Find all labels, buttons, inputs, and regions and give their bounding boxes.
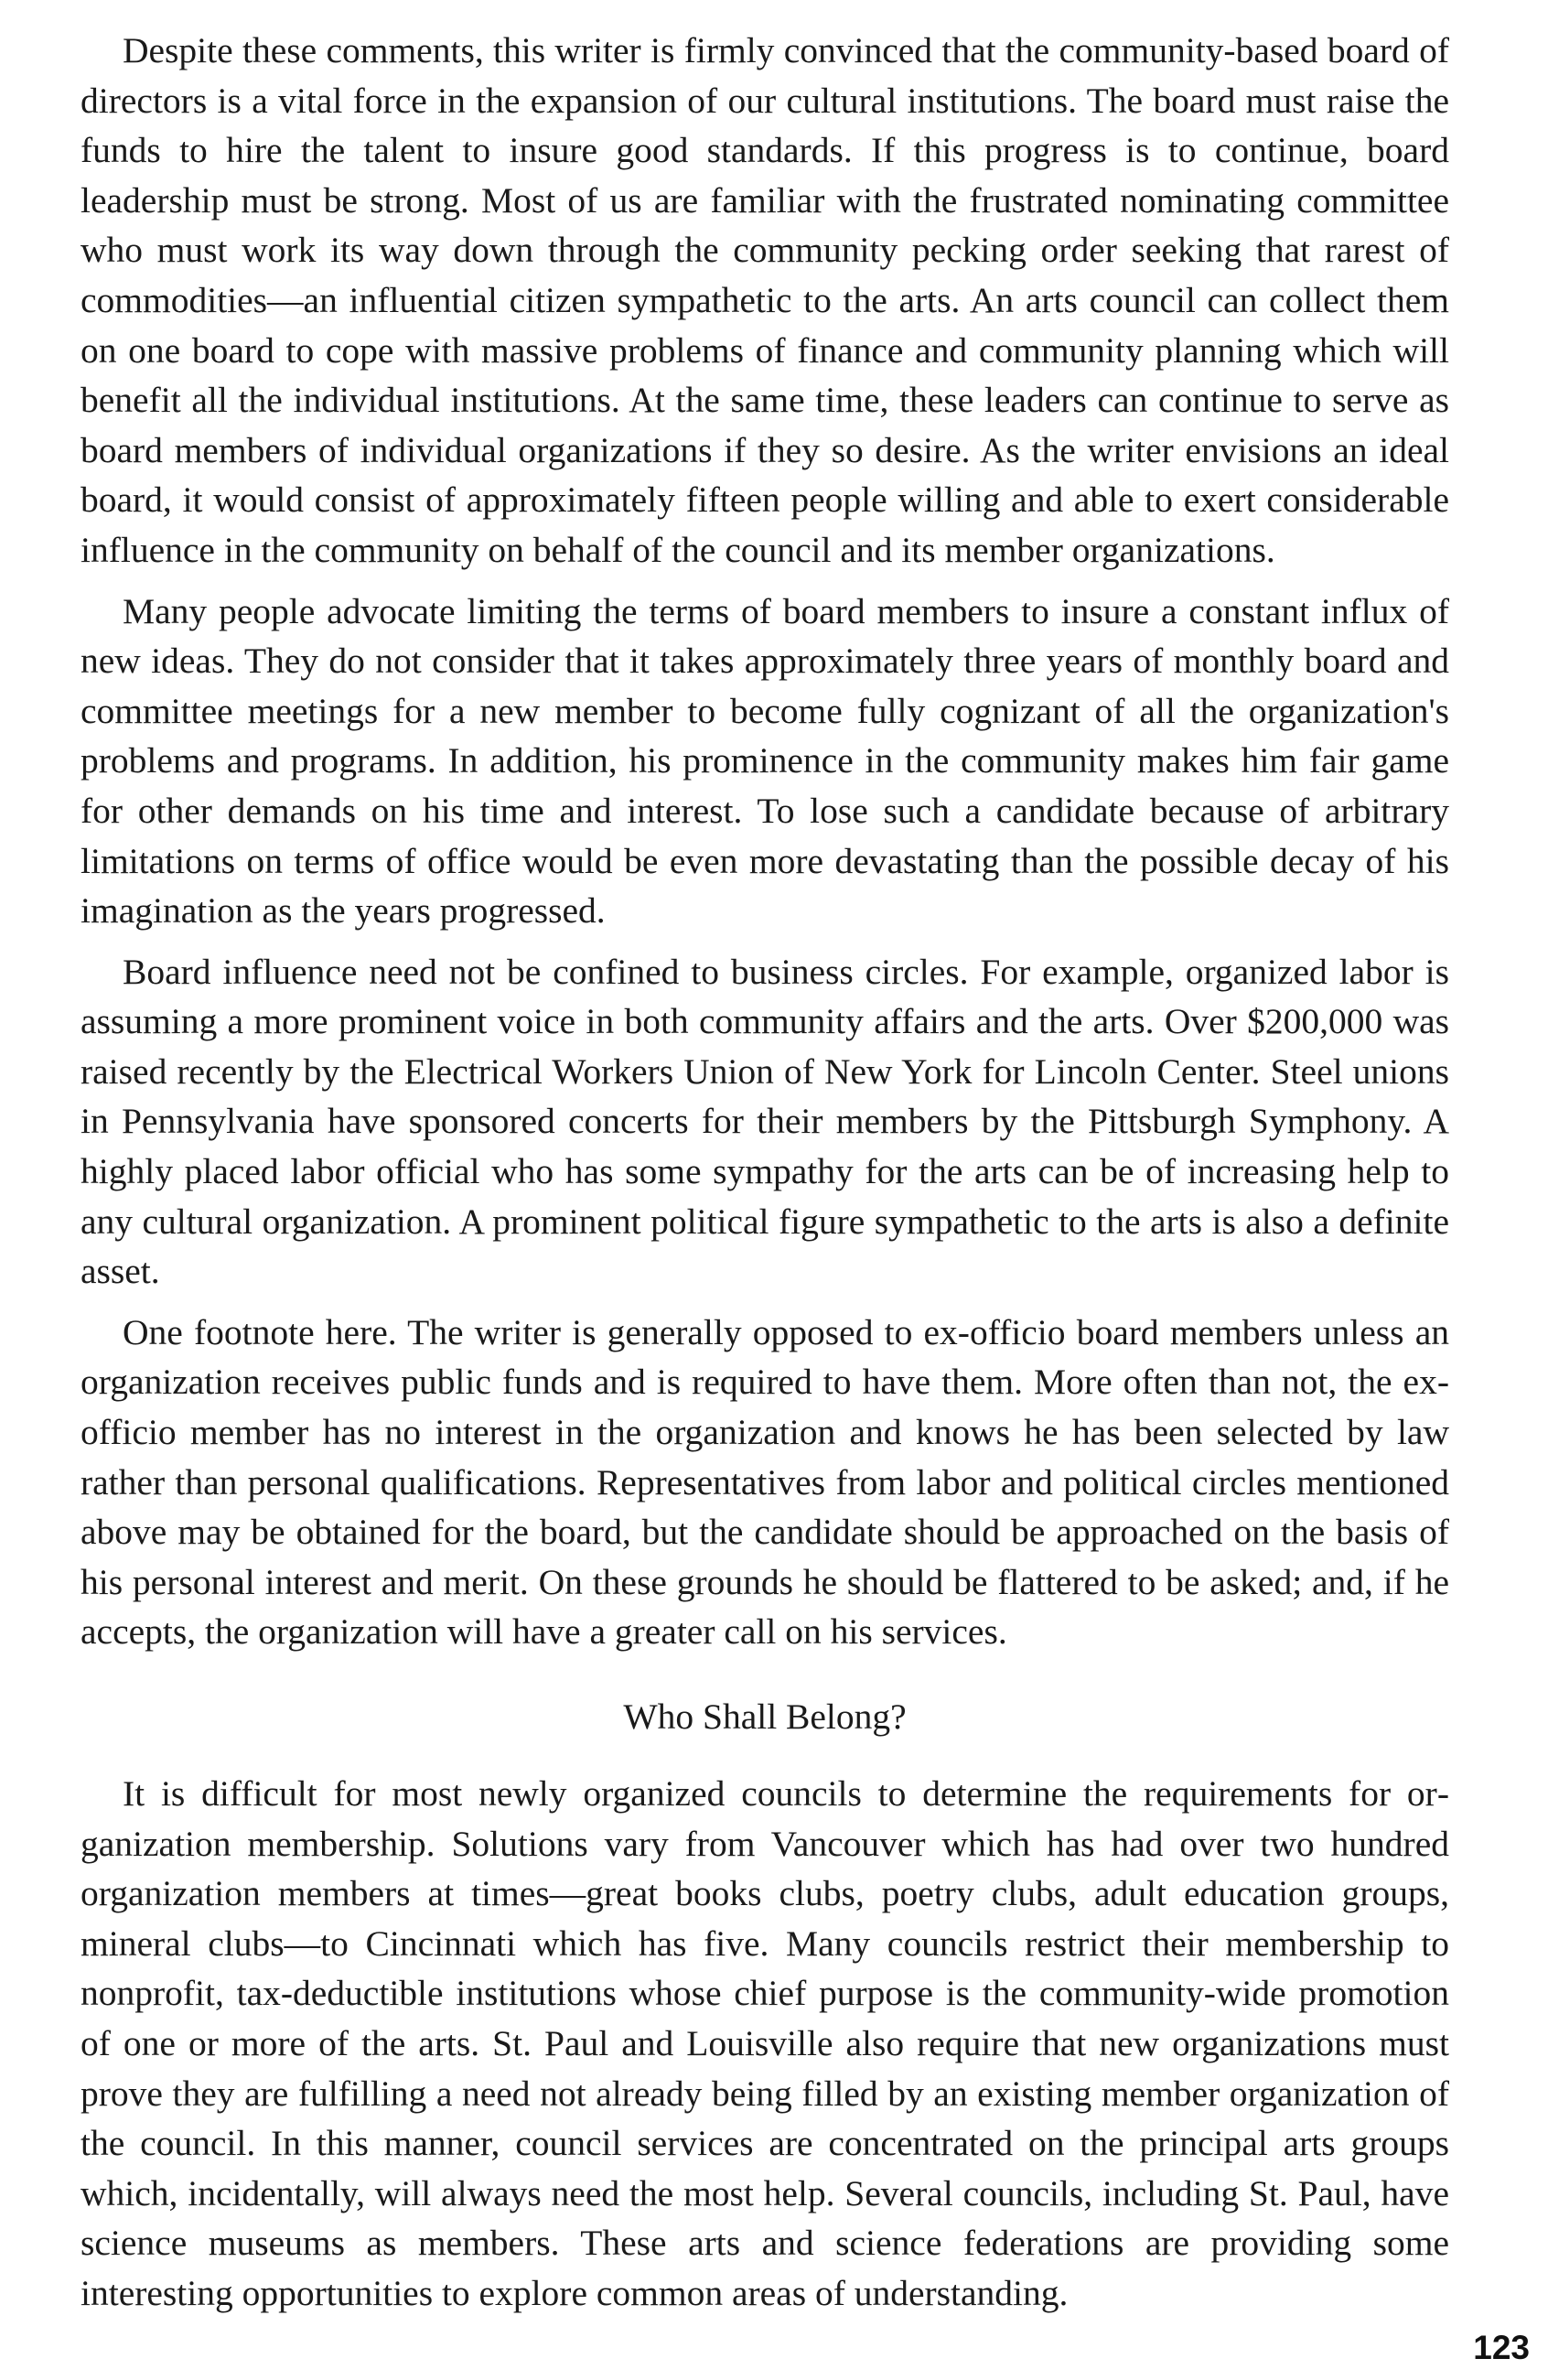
paragraph-membership-requirements: It is difficult for most newly organized councils to determine the requirements for organization membership. Solutions vary from Vancouver which has had over two hundred organization members at times—great books clubs, poetry clubs, adult education groups, mineral clubs—to Cincinnati which has five. Many councils restrict their membership to nonprofit, tax-deductible institutions whose chief purpose is the community-wide promotion of one or more of the arts. St. Paul and Louisville also require that new organizations must prove they are fulfilling a need not already being filled by an existing member organization of the council. In this manner, council services are concentrated on the principal arts groups which, incidentally, will always need the most help. Several councils, including St. Paul, have science museums as members. These arts and science federations are providing some interesting opportunities to explore common areas of understanding.: [81, 1773, 1449, 2313]
section-heading: Who Shall Belong?: [623, 1696, 907, 1737]
paragraph-board-of-directors: Despite these comments, this writer is firmly convinced that the community-based board of directors is a vital force in the expansion of our cultural institutions. The board must raise the funds to hire the talent to insure good standards. If this progress is to continue, board leadership must be strong. Most of us are familiar with the frustrated nominating committee who must work its way down through the community pecking order seeking that rarest of commodities—an influential citizen sympathetic to the arts. An arts council can collect them on one board to cope with massive problems of finance and community planning which will benefit all the individual institutions. At the same time, these leaders can continue to serve as board members of individual organizations if they so desire. As the writer envisions an ideal board, it would consist of approximately fifteen people willing and able to exert considerable influence in the community on behalf of the council and its member organizations.: [81, 30, 1449, 570]
page-content: [81, 26, 1449, 2319]
paragraph-ex-officio-footnote: One footnote here. The writer is generally opposed to ex-officio board members unless an organization receives public funds and is required to have them. More often than not, the ex-officio member has no interest in the organization and knows he has been selected by law rather than personal qualifications. Representatives from labor and political circles mentioned above may be obtained for the board, but the candidate should be approached on the basis of his personal interest and merit. On these grounds he should be flattered to be asked; and, if he accepts, the organization will have a greater call on his services.: [81, 1311, 1449, 1653]
page-number: 123: [1473, 2329, 1530, 2366]
paragraph-term-limits: Many people advocate limiting the terms of board members to insure a constant influx of new ideas. They do not consider that it takes approximately three years of monthly board and committee meetings for a new member to become fully cognizant of all the organization's problems and programs. In addition, his prominence in the community makes him fair game for other demands on his time and interest. To lose such a candidate because of arbitrary limitations on terms of office would be even more devastating than the possible decay of his imagination as the years progressed.: [81, 590, 1449, 932]
paragraph-board-influence: Board influence need not be confined to business circles. For example, organized labor is assuming a more prominent voice in both community affairs and the arts. Over $200,000 was raised recently by the Electrical Workers Union of New York for Lincoln Center. Steel unions in Pennsylvania have sponsored concerts for their members by the Pittsburgh Symphony. A highly placed labor official who has some sympathy for the arts can be of increasing help to any cultural organization. A prominent political figure sympathetic to the arts is also a definite asset.: [81, 951, 1449, 1292]
